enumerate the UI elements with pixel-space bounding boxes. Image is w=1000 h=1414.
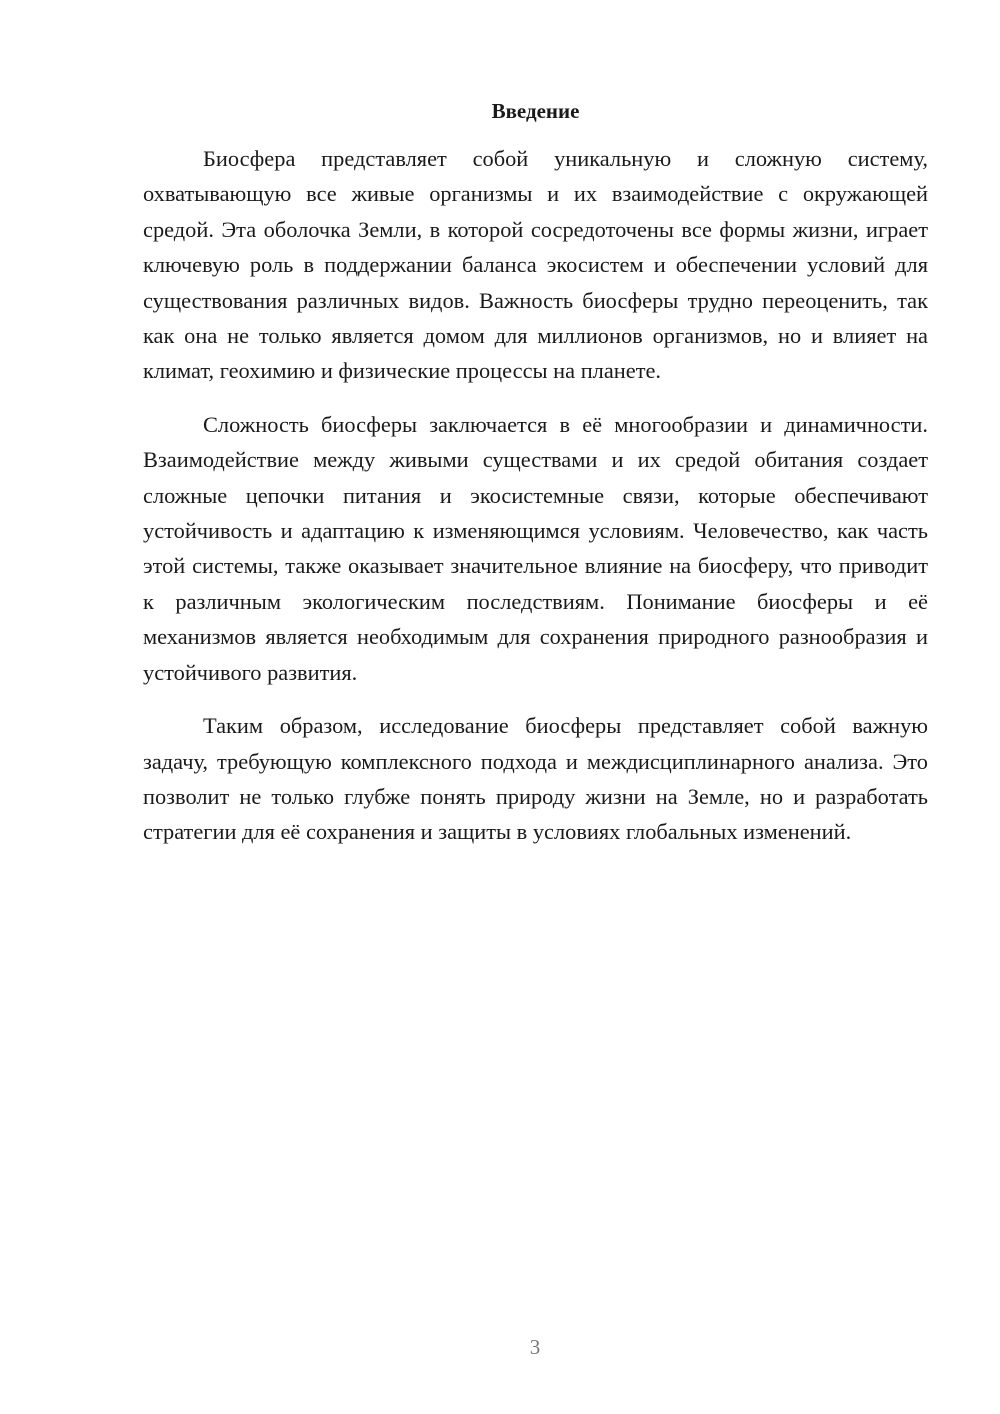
section-title: Введение [491,99,580,123]
paragraph-1: Биосфера представляет собой уникальную и сложную систему, охватывающую все живые организмы и их взаимодействие с окружающей средой. Эта оболочка Земли, в которой сосредоточены все формы жизни, играет ключевую роль в поддержании баланса экосистем и обеспечении условий для существования различных видов. Важность биосферы трудно переоценить, так как она не только является домом для миллионов организмов, но и влияет на климат, геохимию и физические процессы на планете. [143,146,928,384]
page-number: 3 [529,1335,541,1359]
paragraph-2: Сложность биосферы заключается в её многообразии и динамичности. Взаимодействие между живыми существами и их средой обитания создает сложные цепочки питания и экосистемные связи, которые обеспечивают устойчивость и адаптацию к изменяющимся условиям. Человечество, как часть этой системы, также оказывает значительное влияние на биосферу, что приводит к различным экологическим последствиям. Понимание биосферы и её механизмов является необходимым для сохранения природного разнообразия и устойчивого развития. [143,411,928,685]
paragraph-3: Таким образом, исследование биосферы представляет собой важную задачу, требующую комплексного подхода и междисциплинарного анализа. Это позволит не только глубже понять природу жизни на Земле, но и разработать стратегии для её сохранения и защиты в условиях глобальных изменений. [143,713,928,845]
body-text [143,141,928,868]
